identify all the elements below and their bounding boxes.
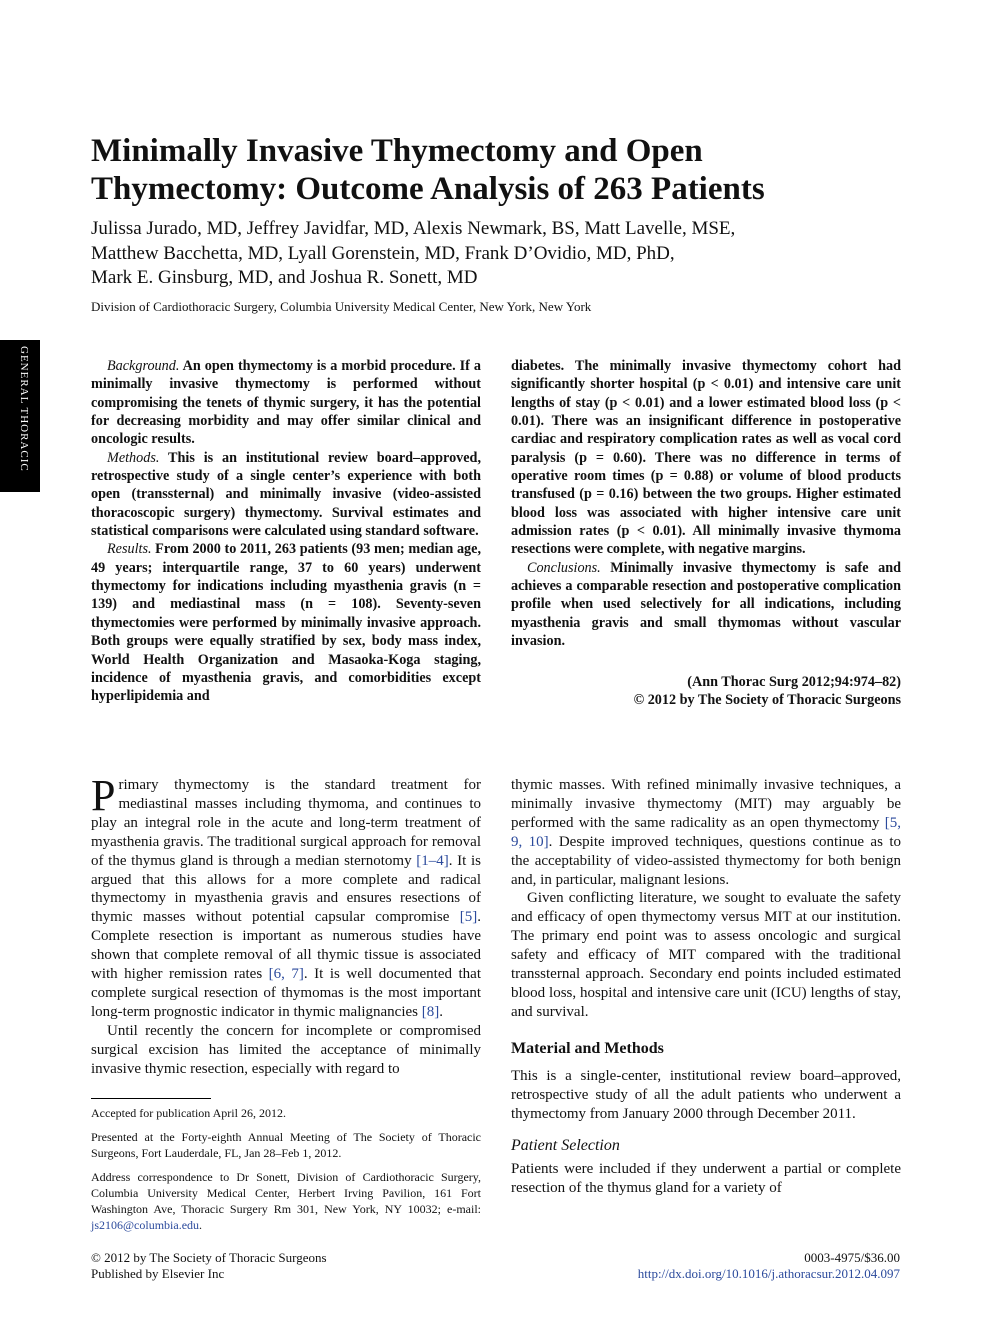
background-text: An open thymectomy is a morbid procedure. If a minimally invasive thymectomy is performed without compromising the tenets of thymic surgery, it has the potential for decreasing morbidity and may offer similar clinical and oncologic results. [91,358,481,448]
footnote-accepted: Accepted for publication April 26, 2012. [91,1106,286,1120]
address-text: Address correspondence to Dr Sonett, Division of Cardiothoracic Surgery, Columbia University Medical Center, Herbert Irving Pavilion, 161 Fort Washington Ave, Thoracic Surgery Rm 301, New York, NY 10032; e-mail: [91,1170,481,1216]
abstract-results [91,540,481,705]
title-line-1: Minimally Invasive Thymectomy and Open [91,133,703,169]
intro-text-a: rimary thymectomy is the standard treatment for mediastinal masses including thymoma, and continues to play an integral role in the acute and long-term treatment of myasthenia gravis. The traditional surgical approach for removal of the thymus gland is through a median sternotomy [91,777,481,869]
authors-line-1: Julissa Jurado, MD, Jeffrey Javidfar, MD, Alexis Newmark, BS, Matt Lavelle, MSE, [91,218,736,239]
ref-link-6-7[interactable]: [6, 7] [268,966,304,983]
patient-selection-paragraph: Patients were included if they underwent a partial or complete resection of the thymus gland for a variety of [511,1161,901,1197]
email-link[interactable]: js2106@columbia.edu [91,1218,200,1232]
methods-heading: Methods. [107,449,160,466]
doi-link[interactable]: http://dx.doi.org/10.1016/j.athoracsur.2012.04.097 [637,1266,900,1281]
authors-line-2: Matthew Bacchetta, MD, Lyall Gorenstein, MD, Frank D’Ovidio, MD, PhD, [91,242,675,264]
title-line-2: Thymectomy: Outcome Analysis of 263 Patients [91,171,765,207]
methods-paragraph: This is a single-center, institutional review board–approved, retrospective study of all the adult patients who underwent a thymectomy from January 2000 through December 2011. [511,1067,901,1122]
body-right-column [511,776,901,1198]
footnote-address [91,1169,481,1233]
footnotes [91,1105,481,1241]
intro-text-d: . It is well documented that complete surgical resection of thymomas is the most important long-term prognostic indicator in thymic malignancies [91,966,481,1020]
intro-text-c: . Complete resection is important as numerous studies have shown that complete removal of all thymic tissue is associated with higher remission rates [91,909,481,983]
section-heading-methods: Material and Methods [511,1039,664,1057]
intro-text-b: . It is argued that this allows for a more complete and radical thymectomy in myasthenia gravis and ensures resections of thymic masses without potential capsular compromise [91,852,481,926]
abstract-right-column [511,357,901,709]
conclusions-text: Minimally invasive thymectomy is safe and achieves a comparable resection and postoperative complication profile when used selectively for all indications, including myasthenia gravis and small thymomas without vascular invasion. [511,559,901,650]
authors-line-3: Mark E. Ginsburg, MD, and Joshua R. Sonett, MD [91,267,478,288]
results-heading: Results. [107,541,152,558]
affiliation: Division of Cardiothoracic Surgery, Columbia University Medical Center, New York, New York [91,299,592,314]
section-side-tab [0,340,40,492]
footer-publisher: Published by Elsevier Inc [91,1266,225,1281]
footer-right [500,1250,900,1282]
ref-link-8[interactable]: [8] [421,1003,440,1020]
footer-left [91,1250,491,1282]
intro-paragraph-1 [91,771,481,1022]
article-title [91,132,911,208]
journal-citation: (Ann Thorac Surg 2012;94:974–82) [687,673,901,690]
intro-paragraph-3 [511,776,901,889]
abstract-methods [91,449,481,541]
intro3-text-b: . Despite improved techniques, questions continue as to the acceptability of video-assisted thymectomy for both benign and, in particular, malignant lesions. [511,833,902,888]
background-heading: Background. [107,358,180,374]
intro-paragraph-2: Until recently the concern for incomplete or compromised surgical excision has limited the acceptance of minimally invasive thymic resection, especially with regard to [91,1022,481,1077]
drop-cap: P [91,771,116,820]
footnote-presented: Presented at the Forty-eighth Annual Meeting of The Society of Thoracic Surgeons, Fort Lauderdale, FL, Jan 28–Feb 1, 2012. [91,1130,481,1160]
conclusions-heading: Conclusions. [527,559,601,576]
abstract-conclusions [511,559,901,651]
ref-link-1-4[interactable]: [1–4] [416,852,449,869]
footnote-divider [91,1098,211,1099]
ref-link-5[interactable]: [5] [459,909,478,926]
results-text-part1: From 2000 to 2011, 263 patients (93 men; median age, 49 years; interquartile range, 37 to 60 years) underwent thymectomy for indications including myasthenia gravis (n = 139) and mediastinal mass (n = 108). Seventy-seven thymectomies were performed by minimally invasive approach. Both groups were equally stratified by sex, body mass index, World Health Organization and Masaoka-Koga staging, incidence of myasthenia gravis, and comorbidities except hyperlipidemia and [91,541,481,705]
author-list [91,217,911,291]
subsection-heading-patient-selection: Patient Selection [511,1137,620,1155]
side-tab-label: GENERAL THORACIC [18,346,30,472]
abstract-citation-block [511,673,901,710]
abstract-left-column [91,357,481,706]
ref-link-5-9-10[interactable]: [5, 9, 10] [511,814,901,850]
intro3-text-a: thymic masses. With refined minimally invasive techniques, a minimally invasive thymectomy (MIT) may arguably be performed with the same radicality as an open thymectomy [511,777,901,831]
intro-text-e: . [439,1003,444,1020]
intro-paragraph-4: Given conflicting literature, we sought to evaluate the safety and efficacy of open thymectomy versus MIT at our institution. The primary end point was to assess oncologic and surgical safety and efficacy of MIT compared with the traditional transsternal approach. Secondary end points included estimated blood loss, hospital and intensive care unit (ICU) lengths of stay, and survival. [511,890,901,1020]
abstract-background [91,357,481,449]
footer-issn: 0003-4975/$36.00 [804,1250,900,1265]
abstract-results-cont: diabetes. The minimally invasive thymectomy cohort had significantly shorter hospital (p < 0.01) and intensive care unit lengths of stay (p < 0.01) and a lower estimated blood loss (p < 0.01). There was an insignificant difference in postoperative cardiac and respiratory complication rates as well as vocal cord paralysis (p = 0.60). There was no difference in terms of operative room times (p = 0.88) or volume of blood products transfused (p = 0.16) between the two groups. Higher estimated blood loss was associated with higher intensive care unit admission rates (p < 0.01). All minimally invasive thymoma resections were complete, with negative margins. [511,358,901,558]
footer-copyright: © 2012 by The Society of Thoracic Surgeons [91,1250,327,1265]
body-left-column [91,771,481,1079]
abstract-copyright: © 2012 by The Society of Thoracic Surgeons [633,691,901,708]
methods-text: This is an institutional review board–approved, retrospective study of a single center’s experience with both open (transsternal) and minimally invasive (video-assisted thoracoscopic surgery) thymectomy. Survival estimates and statistical comparisons were calculated using standard software. [91,449,481,540]
address-end: . [199,1218,203,1232]
